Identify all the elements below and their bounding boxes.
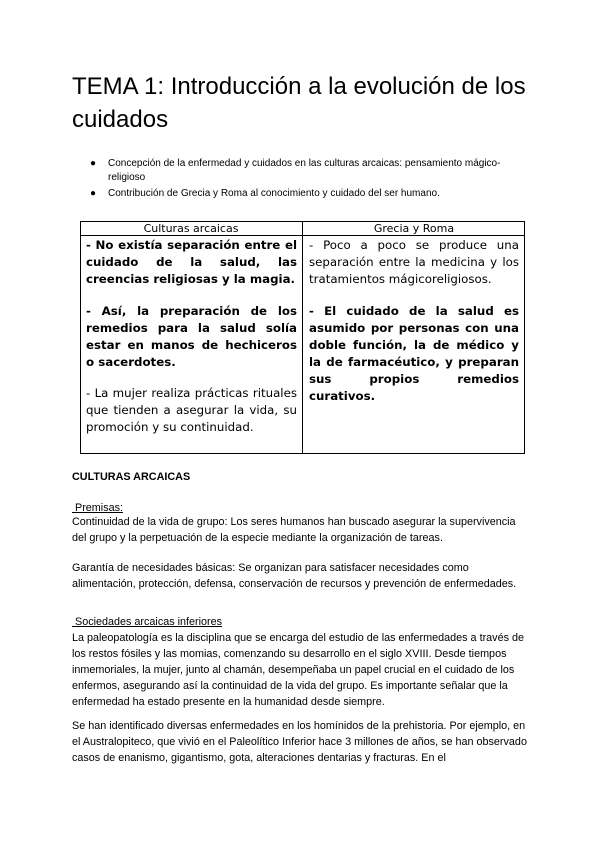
bullet-icon: ● xyxy=(90,188,97,199)
paragraph: Continuidad de la vida de grupo: Los seres humanos han buscado asegurar la supervivencia del grupo y la perpetuación de la especie mediante la organización de tareas. xyxy=(72,516,516,544)
page-title: TEMA 1: Introducción a la evolución de los cuidados xyxy=(72,73,526,133)
list-item: ● Concepción de la enfermedad y cuidados en las culturas arcaicas: pensamiento mágico-religioso xyxy=(90,158,501,183)
topic-list xyxy=(90,157,530,203)
paragraph: La paleopatología es la disciplina que se encarga del estudio de las enfermedades a través de los restos fósiles y las momias, comenzando su desarrollo en el siglo XVIII. Desde tiempos inmemoriales, la mujer, junto al chamán, desempeñaba un papel crucial en el cuidado de los enfermos, asegurando así la continuidad de la vida del grupo. Es importante señalar que la enfermedad ha estado presente en la humanidad desde siempre. xyxy=(72,632,524,708)
table-cell: - La mujer realiza prácticas rituales que tienden a asegurar la vida, su promoción y su continuidad. xyxy=(86,386,297,434)
paragraph: Garantía de necesidades básicas: Se organizan para satisfacer necesidades como alimentación, protección, defensa, conservación de recursos y prevención de enfermedades. xyxy=(72,562,517,590)
bullet-icon: ● xyxy=(90,158,97,169)
table-cell: - Poco a poco se produce una separación entre la medicina y los tratamientos mágicoreligiosos. xyxy=(309,238,519,286)
table-cell: - El cuidado de la salud es asumido por personas con una doble función, la de médico y la de farmacéutico, y preparan sus propios remedios curativos. xyxy=(309,304,519,403)
table-cell: - Así, la preparación de los remedios para la salud solía estar en manos de hechiceros o sacerdotes. xyxy=(86,304,297,369)
table-cell: - No existía separación entre el cuidado de la salud, las creencias religiosas y la magia. xyxy=(86,238,297,286)
paragraph: Se han identificado diversas enfermedades en los homínidos de la prehistoria. Por ejemplo, en el Australopiteco, que vivió en el Paleolítico Inferior hace 3 millones de años, se han observado casos de enanismo, gigantismo, gota, alteraciones dentarias y fracturas. En el xyxy=(72,720,527,764)
subheading-sociedades: Sociedades arcaicas inferiores xyxy=(75,616,223,628)
column-divider xyxy=(302,221,303,454)
column-header-arcaicas: Culturas arcaicas xyxy=(143,222,239,235)
section-heading: CULTURAS ARCAICAS xyxy=(72,471,191,483)
comparison-table xyxy=(80,221,525,454)
list-item: ● Contribución de Grecia y Roma al conocimiento y cuidado del ser humano. xyxy=(90,188,440,199)
column-header-grecia-roma: Grecia y Roma xyxy=(373,222,455,235)
subheading-premisas: Premisas: xyxy=(75,502,123,514)
